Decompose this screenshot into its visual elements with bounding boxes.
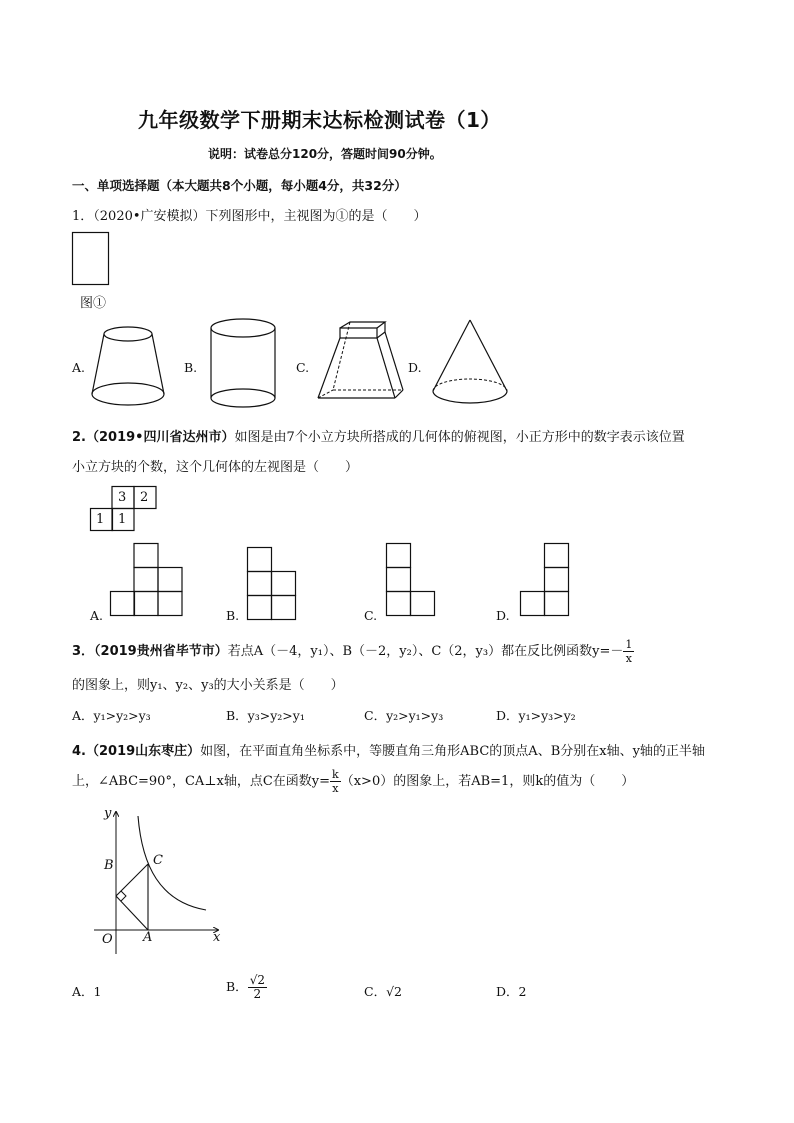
q4-option-b-numerator: √2 bbox=[249, 973, 265, 987]
q2-option-d-view bbox=[520, 543, 580, 618]
q1-option-d-label: D. bbox=[408, 360, 422, 375]
q4-option-b bbox=[226, 974, 267, 1001]
q4-option-b-prefix: B． bbox=[226, 979, 248, 994]
question-4-line-2 bbox=[72, 768, 634, 795]
q4-fraction-denominator: x bbox=[332, 782, 339, 795]
exam-note: 说明：试卷总分120分，答题时间90分钟。 bbox=[208, 147, 442, 161]
q2-grid-number: 3 bbox=[118, 490, 127, 505]
q1-frustum-prism-figure bbox=[315, 320, 410, 410]
q1-option-b-label: B. bbox=[184, 360, 198, 375]
q3-text-line-2: 的图象上，则y₁、y₂、y₃的大小关系是（ ） bbox=[72, 678, 344, 693]
q3-fraction-numerator: 1 bbox=[625, 638, 633, 651]
q4-option-a: A．1 bbox=[72, 984, 102, 999]
q2-option-a-label: A. bbox=[90, 608, 104, 623]
q1-cylinder-figure bbox=[205, 316, 285, 411]
q3-fraction-denominator: x bbox=[625, 652, 632, 665]
q1-option-c-label: C. bbox=[296, 360, 310, 375]
q4-point-a-label: A bbox=[143, 930, 153, 945]
question-2-line-1 bbox=[72, 426, 685, 445]
q3-option-c: C．y₂>y₁>y₃ bbox=[364, 708, 444, 723]
q4-point-c-label: C bbox=[153, 853, 163, 868]
section-heading: 一、单项选择题（本大题共8个小题，每小题4分，共32分） bbox=[72, 178, 407, 193]
q2-grid-number: 1 bbox=[96, 512, 105, 527]
q3-text-line-1: 若点A（－4，y₁）、B（－2，y₂）、C（2，y₃）都在反比例函数y=－ bbox=[227, 644, 624, 659]
question-4-line-1 bbox=[72, 740, 705, 759]
page-title: 九年级数学下册期末达标检测试卷（1） bbox=[138, 108, 501, 132]
q4-option-d: D．2 bbox=[496, 984, 527, 999]
q3-source: 3．（2019贵州省毕节市） bbox=[72, 644, 228, 659]
q1-frustum-figure bbox=[90, 318, 170, 408]
q4-fraction-numerator: k bbox=[332, 768, 339, 781]
q3-option-a: A．y₁>y₂>y₃ bbox=[72, 708, 151, 723]
q2-option-b-view bbox=[247, 547, 307, 622]
q4-text-line-2b: （x>0）的图象上，若AB=1，则k的值为（ ） bbox=[340, 774, 635, 789]
q2-text-line-1: 如图是由7个小立方块所搭成的几何体的俯视图，小正方形中的数字表示该位置 bbox=[234, 430, 685, 445]
q4-source: 4.（2019山东枣庄） bbox=[72, 744, 201, 759]
q4-text-line-1: 如图，在平面直角坐标系中，等腰直角三角形ABC的顶点A、B分别在x轴、y轴的正半轴 bbox=[200, 744, 705, 759]
q4-x-axis-label: x bbox=[213, 930, 221, 945]
q3-option-b: B．y₃>y₂>y₁ bbox=[226, 708, 305, 723]
question-1-text: 1．（2020•广安模拟）下列图形中，主视图为①的是（ ） bbox=[72, 209, 427, 224]
q4-option-c: C．√2 bbox=[364, 984, 402, 999]
q2-source: 2.（2019•四川省达州市） bbox=[72, 430, 235, 445]
question-3-line-1 bbox=[72, 638, 634, 665]
q2-option-b-label: B. bbox=[226, 608, 240, 623]
q1-figure-label: 图① bbox=[80, 296, 107, 311]
q4-text-line-2a: 上，∠ABC=90°，CA⊥x轴，点C在函数y= bbox=[72, 774, 331, 789]
q4-option-b-fraction bbox=[248, 974, 267, 1001]
q3-option-d: D．y₁>y₃>y₂ bbox=[496, 708, 576, 723]
q3-fraction bbox=[623, 638, 634, 665]
q2-option-c-label: C. bbox=[364, 608, 378, 623]
q4-option-b-denominator: 2 bbox=[253, 987, 262, 1001]
q1-option-a-label: A. bbox=[72, 360, 86, 375]
q2-text-line-2: 小立方块的个数，这个几何体的左视图是（ ） bbox=[72, 460, 359, 475]
q2-grid-number: 2 bbox=[140, 490, 149, 505]
q2-top-view-grid bbox=[90, 486, 170, 536]
q1-cone-figure bbox=[430, 318, 520, 413]
q4-y-axis-label: y bbox=[104, 806, 112, 821]
q2-option-d-label: D. bbox=[496, 608, 510, 623]
q2-option-a-view bbox=[110, 543, 190, 618]
q4-point-b-label: B bbox=[104, 858, 114, 873]
q2-option-c-view bbox=[386, 543, 446, 618]
q1-front-view-rectangle bbox=[72, 232, 112, 287]
q2-grid-number: 1 bbox=[118, 512, 127, 527]
q4-fraction bbox=[330, 768, 341, 795]
q4-origin-label: O bbox=[102, 932, 113, 947]
